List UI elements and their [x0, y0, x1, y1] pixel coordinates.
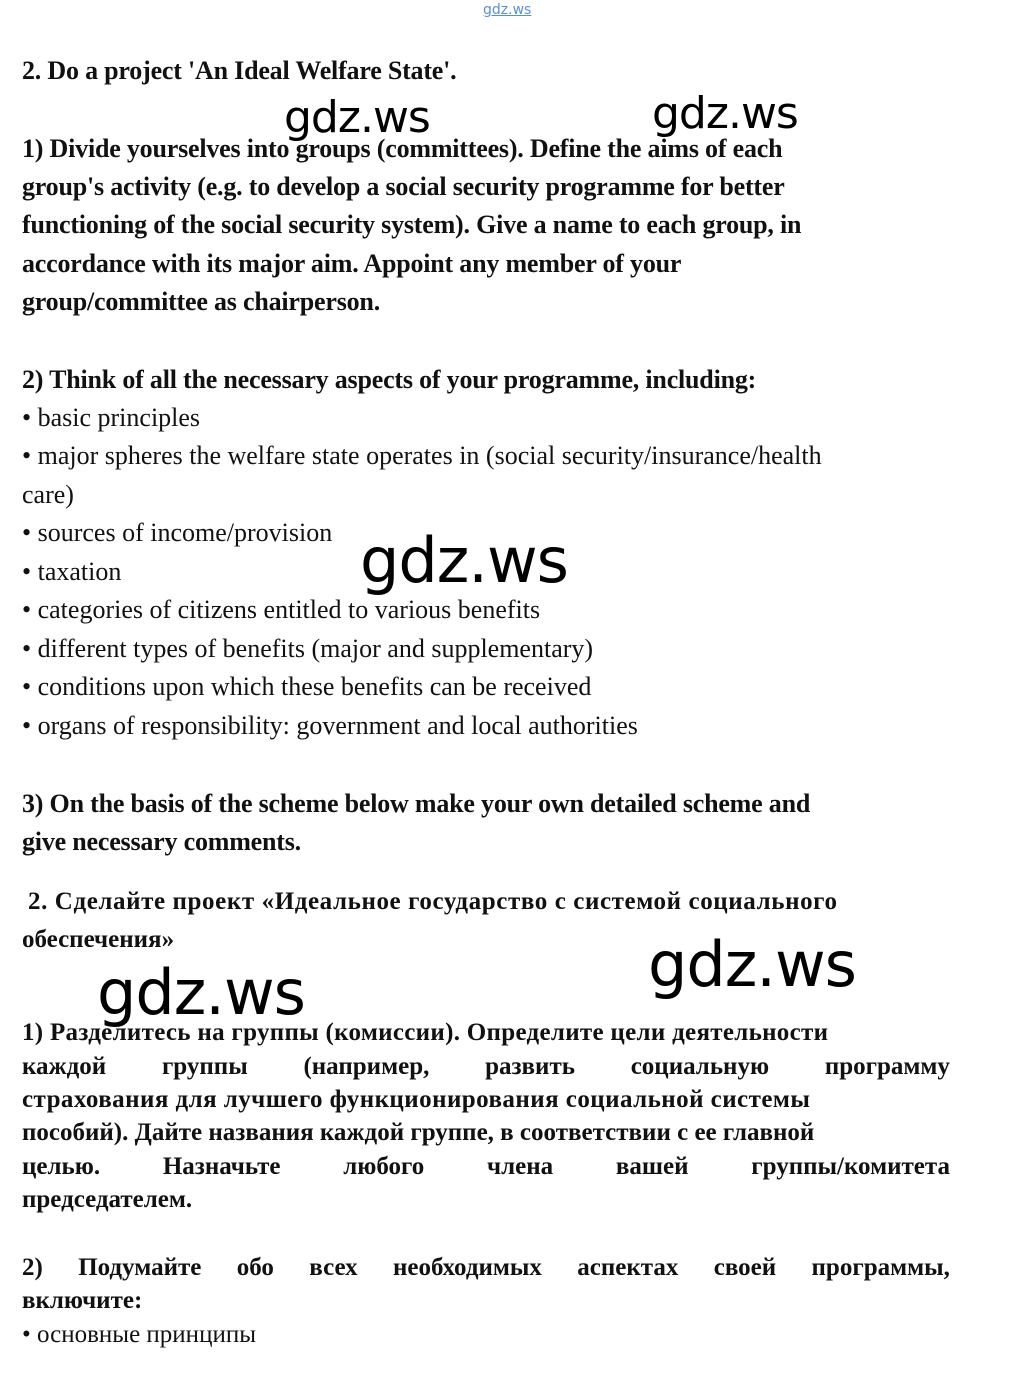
russian-task1-line: 1) Разделитесь на группы (комиссии). Определите цели деятельности — [22, 1019, 829, 1046]
russian-task1-line: председателем. — [22, 1186, 193, 1213]
word: всех — [309, 1254, 358, 1281]
word: каждой — [22, 1053, 107, 1080]
watermark: gdz.ws — [648, 928, 856, 1001]
english-task1-line: accordance with its major aim. Appoint any member of your — [22, 249, 682, 278]
watermark: gdz.ws — [284, 92, 430, 143]
word: Подумайте — [78, 1254, 202, 1281]
word: члена — [487, 1153, 554, 1180]
english-heading: 2. Do a project 'An Ideal Welfare State'. — [22, 56, 457, 85]
russian-heading-line: обеспечения» — [22, 926, 175, 953]
word: аспектах — [577, 1254, 679, 1281]
english-task1-line: group's activity (e.g. to develop a social security programme for better — [22, 172, 785, 201]
english-task3-line: 3) On the basis of the scheme below make your own detailed scheme and — [22, 789, 811, 818]
word: развить — [485, 1053, 575, 1080]
russian-task1-justified-line — [22, 1053, 950, 1081]
russian-task2-line: включите: — [22, 1287, 143, 1314]
watermark: gdz.ws — [97, 956, 305, 1029]
word: группы/комитета — [751, 1153, 950, 1180]
english-list-item: • major spheres the welfare state operates in (social security/insurance/health — [22, 441, 822, 470]
word: любого — [343, 1153, 425, 1180]
english-list-item: • conditions upon which these benefits can be received — [22, 672, 592, 701]
word: программу — [824, 1053, 950, 1080]
word: социальную — [630, 1053, 770, 1080]
word: 2) — [22, 1254, 43, 1281]
english-list-item: • basic principles — [22, 403, 201, 432]
english-list-item: • sources of income/provision — [22, 518, 333, 547]
word: вашей — [615, 1153, 689, 1180]
english-task1-line: functioning of the social security system). Give a name to each group, in — [22, 210, 802, 239]
word: (например, — [303, 1053, 430, 1080]
word: Назначьте — [162, 1153, 281, 1180]
word: программы, — [811, 1254, 950, 1281]
english-list-item: • different types of benefits (major and supplementary) — [22, 634, 594, 663]
word: группы — [161, 1053, 248, 1080]
word: необходимых — [392, 1254, 542, 1281]
english-task3-line: give necessary comments. — [22, 827, 301, 856]
russian-task1-line: страхования для лучшего функционирования социальной системы — [22, 1086, 811, 1113]
watermark: gdz.ws — [360, 524, 568, 597]
russian-task2-justified-line — [22, 1254, 950, 1282]
russian-task1-line: пособий). Дайте названия каждой группе, в соответствии с ее главной — [22, 1119, 815, 1146]
russian-heading-line: 2. Сделайте проект «Идеальное государство с системой социального — [28, 888, 838, 915]
english-list-item: • organs of responsibility: government and local authorities — [22, 711, 638, 740]
russian-list-item: • основные принципы — [22, 1321, 256, 1348]
english-task1-line: group/committee as chairperson. — [22, 287, 380, 316]
english-list-item: • categories of citizens entitled to various benefits — [22, 595, 541, 624]
word: своей — [713, 1254, 777, 1281]
watermark: gdz.ws — [652, 88, 798, 139]
word: обо — [236, 1254, 274, 1281]
english-task1-line: 1) Divide yourselves into groups (committees). Define the aims of each — [22, 134, 783, 163]
word: целью. — [22, 1153, 101, 1180]
top-watermark-link[interactable]: gdz.ws — [483, 2, 532, 18]
english-task2-heading: 2) Think of all the necessary aspects of your programme, including: — [22, 365, 757, 394]
russian-task1-justified-line — [22, 1153, 950, 1181]
english-list-item: • taxation — [22, 557, 122, 586]
english-list-item: care) — [22, 480, 74, 509]
